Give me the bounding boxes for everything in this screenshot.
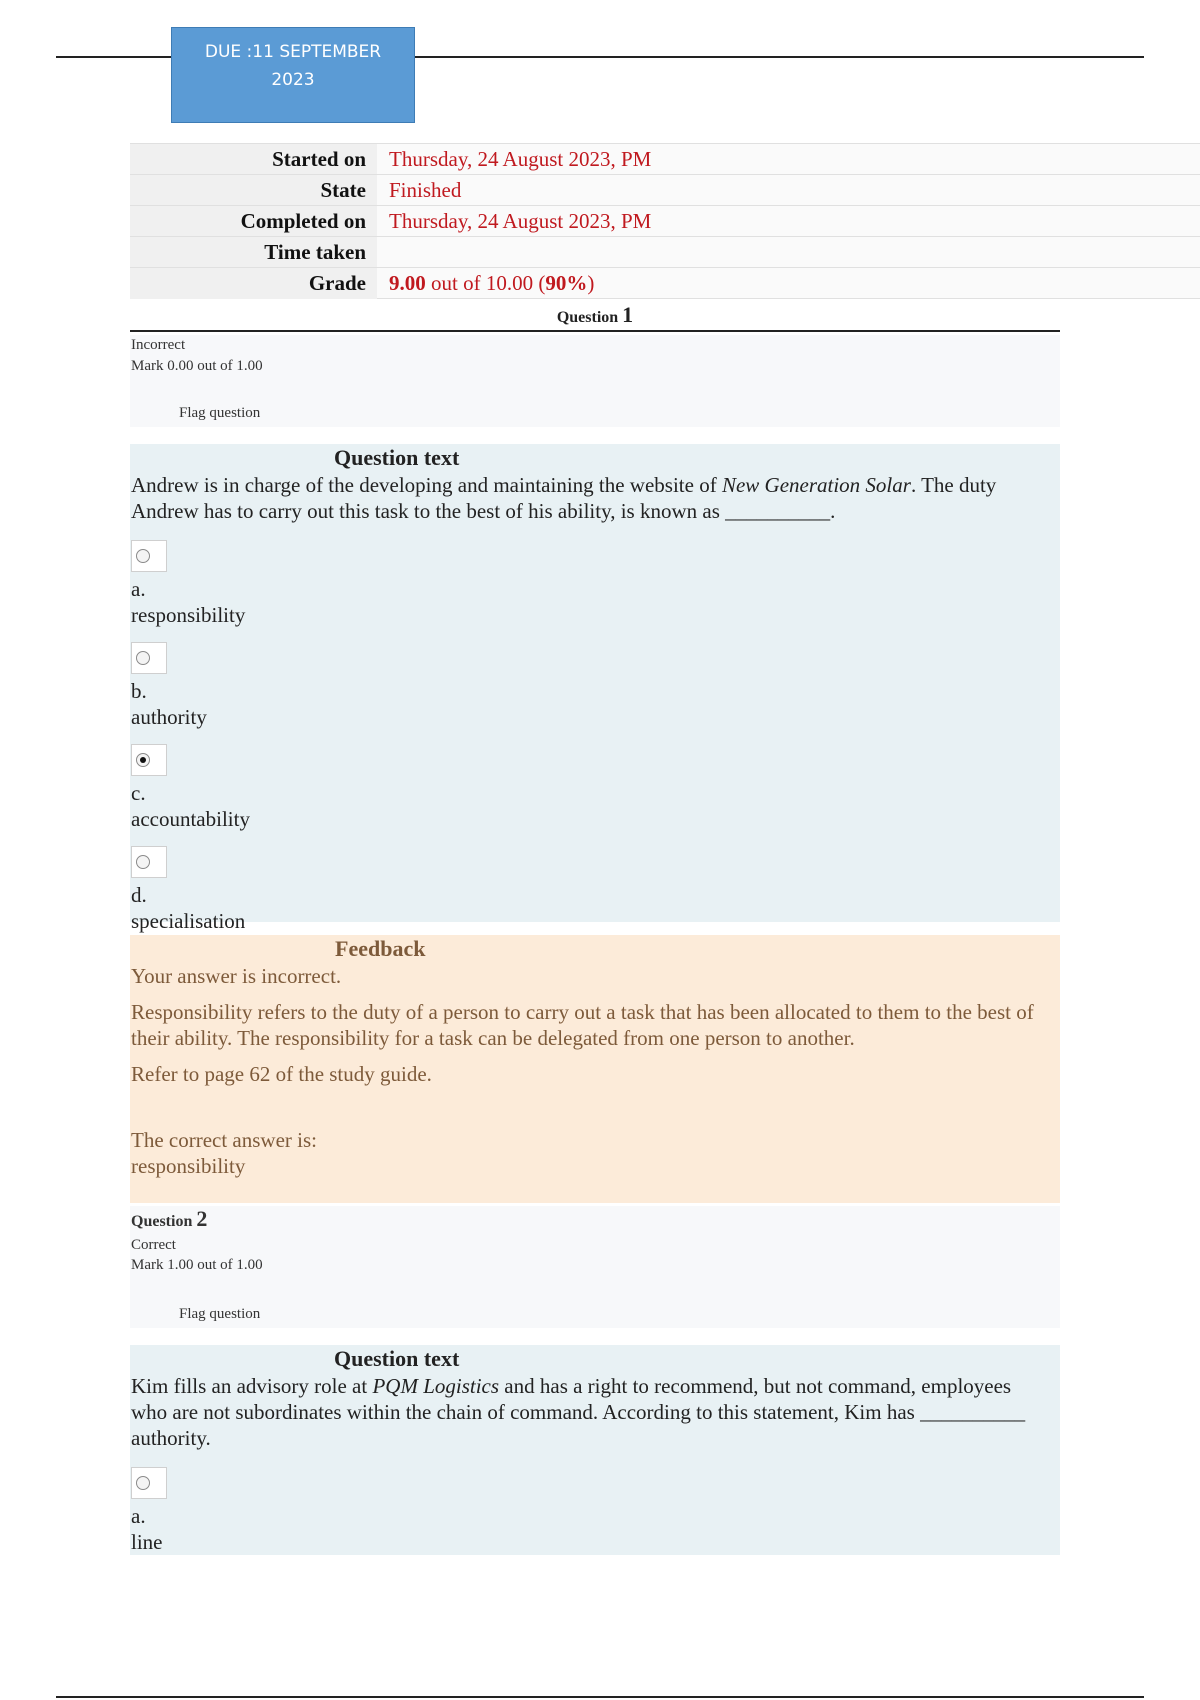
completed-label: Completed on: [130, 206, 377, 237]
grade-mid: out of 10.00 (: [425, 270, 546, 295]
due-date-line1: DUE :11 SEPTEMBER: [204, 42, 382, 62]
summary-row-state: [130, 175, 1200, 206]
question-2-text-part2: and has a right to recommend, but not command, employees who are not subordinates within the chain of command. According to this statement, Kim has __________ authority.: [131, 1374, 1026, 1450]
correct-answer-label: The correct answer is:: [131, 1128, 317, 1152]
option-a-letter: a.: [131, 577, 146, 601]
option-b-letter: b.: [131, 679, 147, 703]
question-2-content: [130, 1345, 1060, 1555]
bottom-rule: [56, 1696, 1144, 1698]
question-1-heading: [130, 302, 1060, 332]
question-1-text-part2: . The duty Andrew has to carry out this task to the best of his ability, is known as __________.: [131, 473, 997, 523]
question-1-content: [130, 444, 1060, 933]
completed-value: Thursday, 24 August 2023, PM: [377, 206, 1200, 237]
feedback-line3: Refer to page 62 of the study guide.: [131, 1062, 432, 1086]
option-a-radio[interactable]: [136, 549, 150, 563]
correct-answer-value: responsibility: [131, 1154, 246, 1178]
summary-row-time: [130, 237, 1200, 268]
question-2-flag-link[interactable]: Flag question: [179, 1306, 261, 1322]
time-label: Time taken: [130, 237, 377, 268]
option-b-label: authority: [131, 705, 207, 729]
question-2-text-title: Question text: [334, 1346, 460, 1371]
question-1-text-part1: Andrew is in charge of the developing and maintaining the website of: [131, 473, 722, 497]
question-1-feedback: [130, 935, 1060, 1203]
option-b-radio-cell: [131, 642, 167, 674]
attempt-summary-table: [130, 143, 1200, 299]
time-value: [377, 237, 1200, 268]
question-2-heading: [130, 1206, 1060, 1235]
option-d-radio-cell: [131, 846, 167, 878]
option-c-label: accountability: [131, 807, 250, 831]
option-d-letter: d.: [131, 883, 147, 907]
question-2-text: [130, 1373, 1060, 1451]
due-date-box: [171, 27, 415, 123]
feedback-title: Feedback: [335, 936, 426, 961]
question-1-mark: Mark 0.00 out of 1.00: [131, 358, 263, 374]
option-c-radio-cell: [131, 744, 167, 776]
question-1-flag-link[interactable]: Flag question: [179, 405, 261, 421]
feedback-line2: Responsibility refers to the duty of a person to carry out a task that has been allocated to them to the best of their ability. The responsibility for a task can be delegated from one person to another.: [131, 1000, 1034, 1050]
option-d-radio[interactable]: [136, 855, 150, 869]
feedback-line1: Your answer is incorrect.: [131, 964, 342, 988]
question-1-option-c[interactable]: [130, 744, 1060, 832]
option-d-label: specialisation: [131, 909, 246, 933]
question-1-text: [130, 472, 1060, 524]
option-c-letter: c.: [131, 781, 146, 805]
q2-option-a-label: line: [131, 1530, 163, 1554]
grade-label: Grade: [130, 268, 377, 299]
option-a-radio-cell: [131, 540, 167, 572]
question-1-text-title: Question text: [334, 445, 460, 470]
question-1-option-b[interactable]: [130, 642, 1060, 730]
grade-percent: 90%: [545, 270, 588, 295]
question-1-label: Question: [556, 309, 619, 326]
option-a-label: responsibility: [131, 603, 246, 627]
state-label: State: [130, 175, 377, 206]
option-c-radio[interactable]: [136, 753, 150, 767]
q2-option-a-radio[interactable]: [136, 1476, 150, 1490]
summary-row-completed: [130, 206, 1200, 237]
question-2-label: Question: [131, 1213, 193, 1230]
q2-option-a-radio-cell: [131, 1467, 167, 1499]
grade-score: 9.00: [389, 270, 426, 295]
question-2-number: 2: [196, 1206, 208, 1231]
summary-row-grade: [130, 268, 1200, 299]
question-1-option-a[interactable]: [130, 540, 1060, 628]
question-1-option-d[interactable]: [130, 846, 1060, 934]
question-1-info: [130, 335, 1060, 427]
question-2-mark: Mark 1.00 out of 1.00: [131, 1257, 263, 1273]
question-2-status: Correct: [131, 1237, 176, 1253]
question-2-company: PQM Logistics: [372, 1374, 500, 1398]
q2-option-a-letter: a.: [131, 1504, 146, 1528]
due-date-line2: 2023: [271, 70, 315, 90]
question-2-option-a[interactable]: [130, 1467, 1060, 1555]
question-2-text-part1: Kim fills an advisory role at: [131, 1374, 373, 1398]
summary-row-started: [130, 144, 1200, 175]
question-1-number: 1: [622, 302, 634, 327]
started-label: Started on: [130, 144, 377, 175]
grade-value: [377, 268, 1200, 299]
option-b-radio[interactable]: [136, 651, 150, 665]
state-value: Finished: [377, 175, 1200, 206]
question-2-info: [130, 1206, 1060, 1328]
question-1-status: Incorrect: [131, 337, 186, 353]
grade-end: ): [587, 270, 595, 295]
question-1-company: New Generation Solar: [721, 473, 911, 497]
started-value: Thursday, 24 August 2023, PM: [377, 144, 1200, 175]
